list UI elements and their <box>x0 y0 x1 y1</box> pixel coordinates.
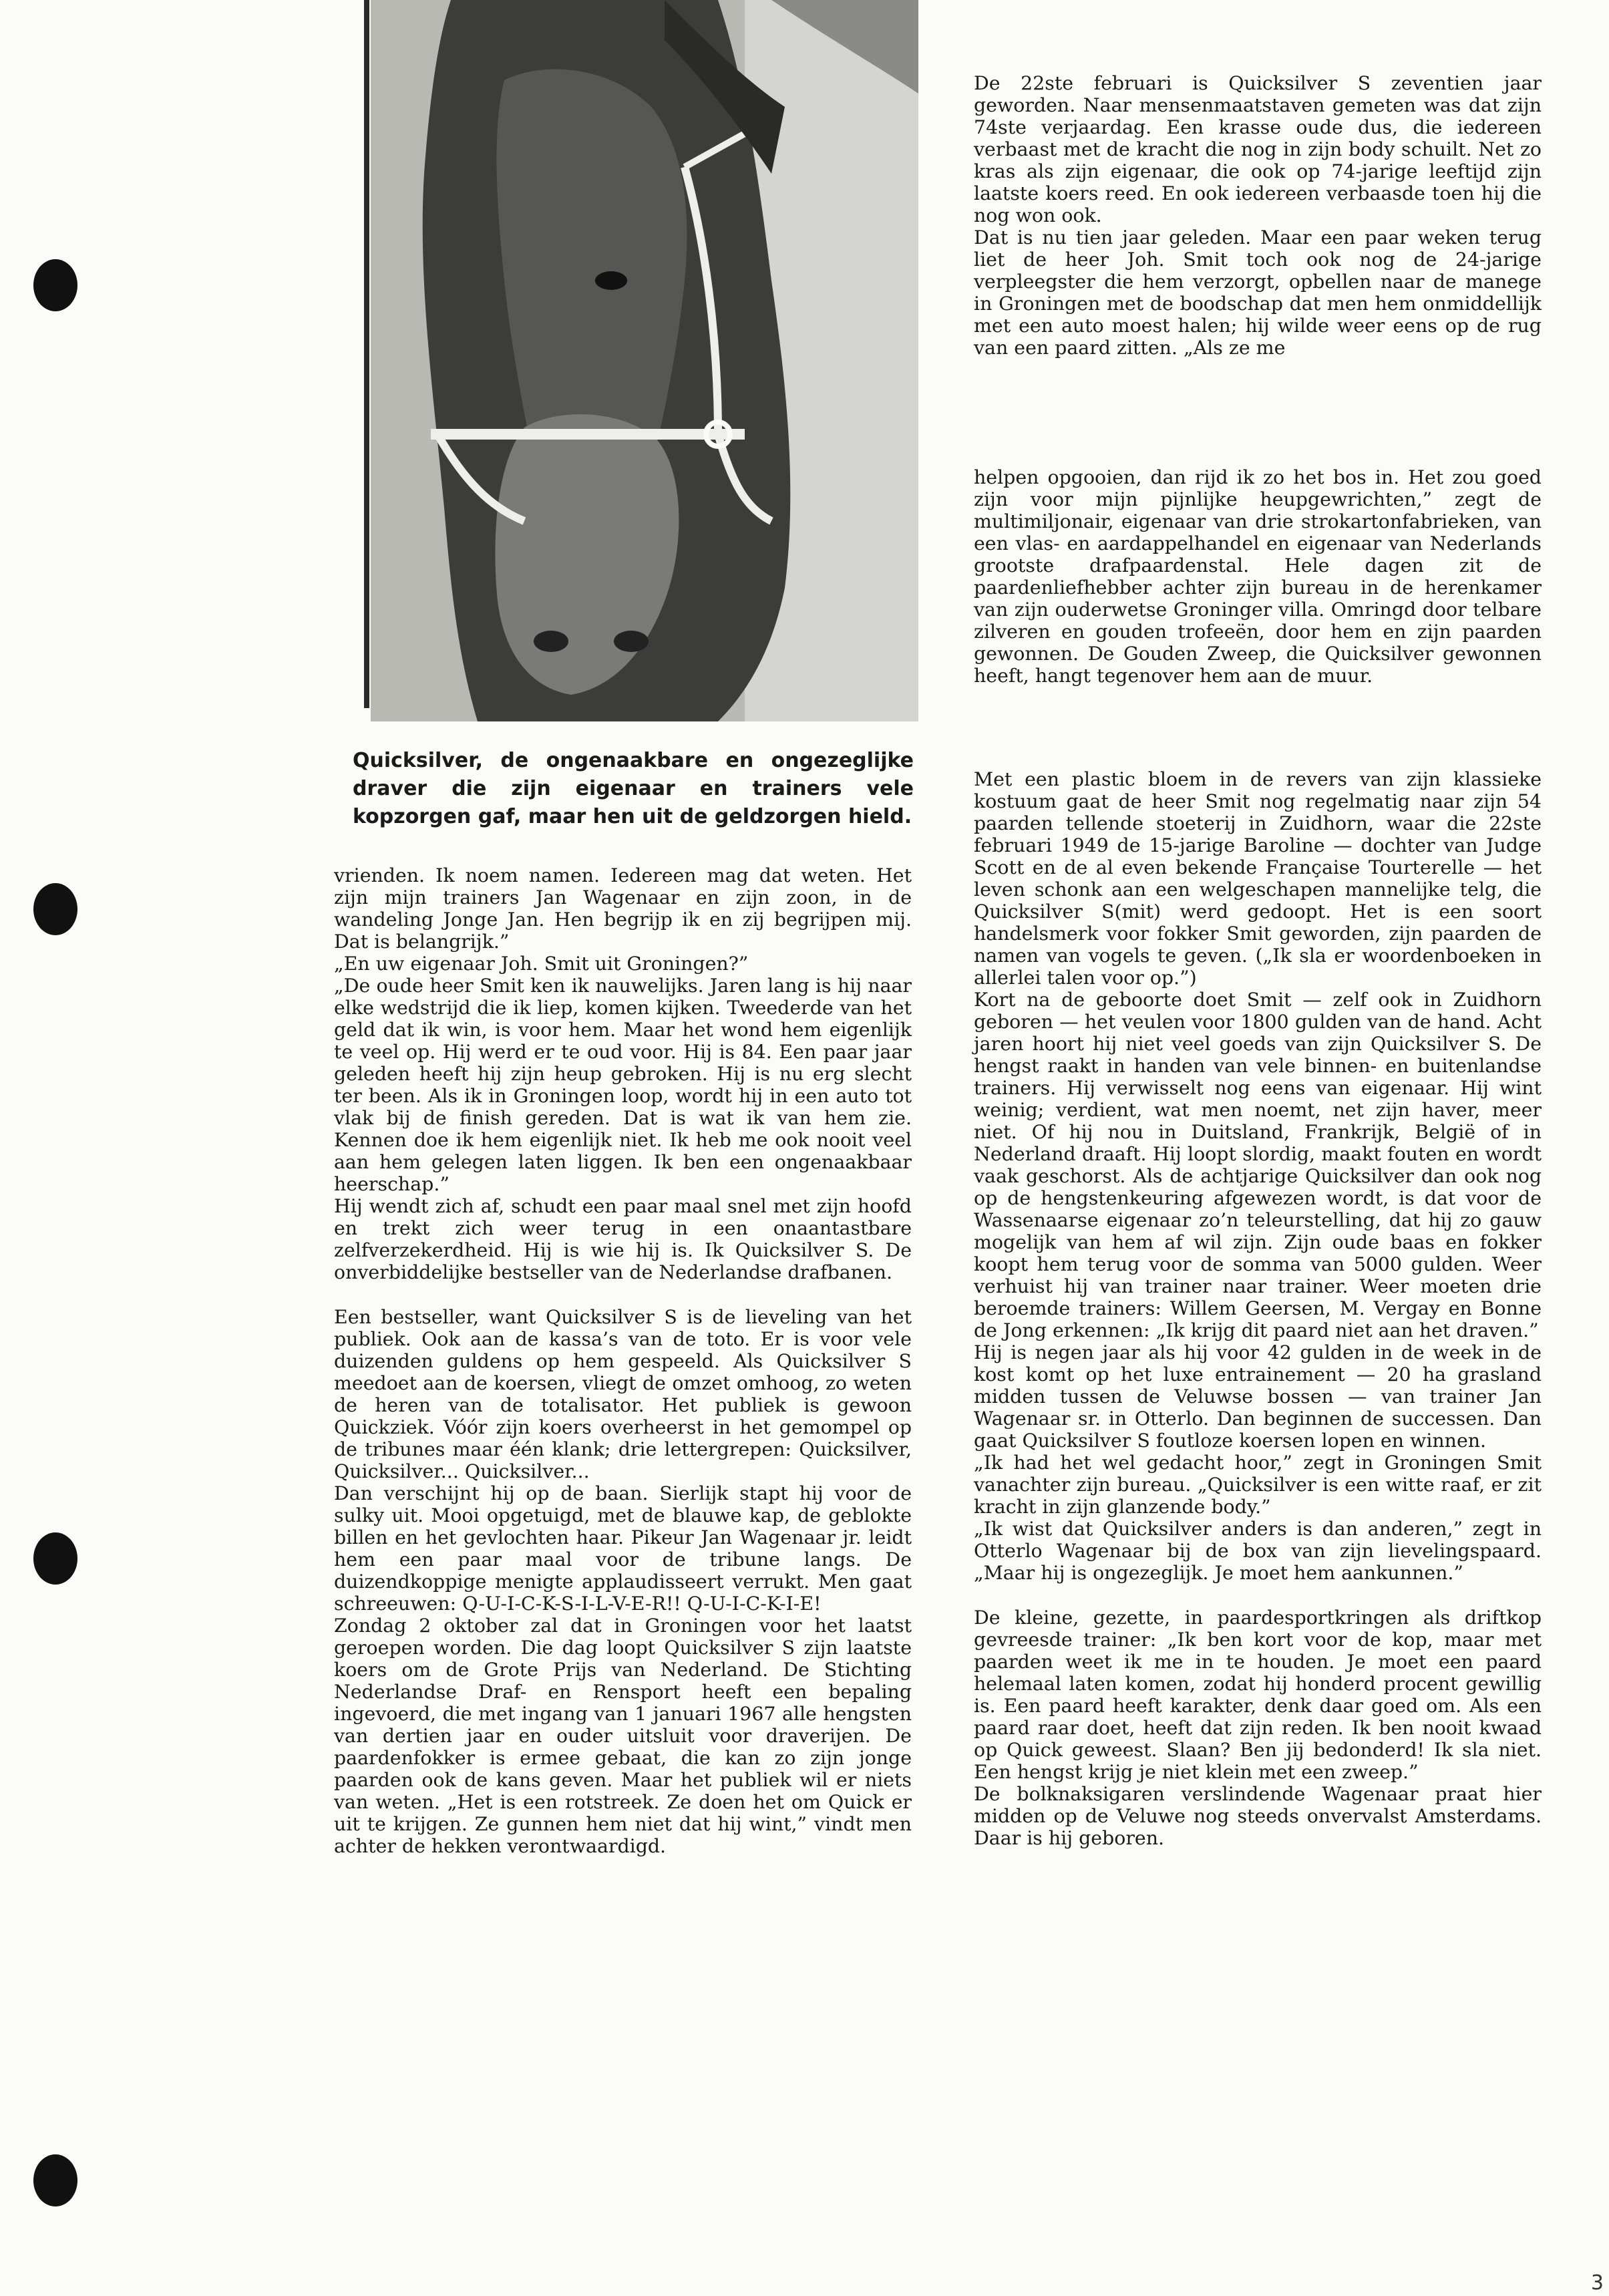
punch-hole-2 <box>33 883 77 935</box>
punch-hole-3 <box>33 1532 77 1585</box>
paragraph: Hij wendt zich af, schudt een paar maal snel met zijn hoofd en trekt zich weer terug in een onaantastbare zelfverzekerdheid. Hij is wie hij is. Ik Quicksilver S. De onverbiddelijke bestseller van de Nederlandse drafbanen. <box>334 1195 912 1283</box>
paragraph: „De oude heer Smit ken ik nauwelijks. Jaren lang is hij naar elke wedstrijd die ik liep, komen kijken. Tweederde van het geld dat ik win, is voor hem. Maar het wond hem eigenlijk te veel op. Hij werd er te oud voor. Hij is 84. Een paar jaar geleden heeft hij zijn heup gebroken. Hij is nu erg slecht ter been. Als ik in Groningen loop, wordt hij in een auto tot vlak bij de finish gereden. Dat is wat ik van hem zie. Kennen doe ik hem eigenlijk niet. Ik heb me ook nooit veel aan hem gelegen laten liggen. Ik ben een ongenaakbaar heerschap.” <box>334 975 912 1195</box>
article-column-right-bottom <box>974 768 1542 1849</box>
paragraph: Dan verschijnt hij op de baan. Sierlijk stapt hij voor de sulky uit. Mooi opgetuigd, met de blauwe kap, de geblokte billen en het gevlochten haar. Pikeur Jan Wagenaar jr. leidt hem een paar maal voor de tribune langs. De duizendkoppige menigte applaudisseert verrukt. Men gaat schreeuwen: Q-U-I-C-K-S-I-L-V-E-R!! Q-U-I-C-K-I-E! <box>334 1482 912 1615</box>
punch-hole-1 <box>33 259 77 311</box>
photo-frame-line <box>364 0 369 708</box>
paragraph: Zondag 2 oktober zal dat in Groningen voor het laatst geroepen worden. Die dag loopt Quicksilver S zijn laatste koers om de Grote Prijs van Nederland. De Stichting Nederlandse Draf- en Rensport heeft een bepaling ingevoerd, die met ingang van 1 januari 1967 alle hengsten van dertien jaar en ouder uitsluit voor draverijen. De paardenfokker is ermee gebaat, die kan zo zijn jonge paarden ook de kans geven. Maar het publiek wil er niets van weten. „Het is een rotstreek. Ze doen het om Quick er uit te krijgen. Ze gunnen hem niet dat hij wint,” vindt men achter de hekken verontwaardigd. <box>334 1615 912 1857</box>
paragraph: „Ik had het wel gedacht hoor,” zegt in Groningen Smit vanachter zijn bureau. „Quicksilver is een witte raaf, er zit kracht in zijn glanzende body.” <box>974 1452 1542 1518</box>
article-column-right-top <box>974 72 1542 359</box>
paragraph: Een bestseller, want Quicksilver S is de lieveling van het publiek. Ook aan de kassa’s van de toto. Er is voor vele duizenden guldens op hem gespeeld. Als Quicksilver S meedoet aan de koersen, vliegt de omzet omhoog, zo weten de heren van de totalisator. Het publiek is gewoon Quickziek. Vóór zijn koers overheerst in het gemompel op de tribunes maar één klank; drie lettergrepen: Quicksilver, Quicksilver... Quicksilver... <box>334 1306 912 1482</box>
article-column-right-middle <box>974 466 1542 687</box>
paragraph: helpen opgooien, dan rijd ik zo het bos in. Het zou goed zijn voor mijn pijnlijke heupgewrichten,” zegt de multimiljonair, eigenaar van drie strokartonfabrieken, van een vlas- en aardappelhandel en eigenaar van Nederlands grootste drafpaardenstal. Hele dagen zit de paardenliefhebber achter zijn bureau in de herenkamer van zijn ouderwetse Groninger villa. Omringd door telbare zilveren en gouden trofeeën, door hem en zijn paarden gewonnen. De Gouden Zweep, die Quicksilver gewonnen heeft, hangt tegenover hem aan de muur. <box>974 466 1542 687</box>
paragraph: Met een plastic bloem in de revers van zijn klassieke kostuum gaat de heer Smit nog regelmatig naar zijn 54 paarden tellende stoeterij in Zuidhorn, waar die 22ste februari 1949 de 15-jarige Baroline — dochter van Judge Scott en de al even bekende Française Tourterelle — het leven schonk aan een welgeschapen mannelijke telg, die Quicksilver S(mit) werd gedoopt. Het is een soort handelsmerk voor fokker Smit geworden, zijn paarden de namen van vogels te geven. („Ik sla er woordenboeken in allerlei talen voor op.”) <box>974 768 1542 989</box>
paragraph: Dat is nu tien jaar geleden. Maar een paar weken terug liet de heer Joh. Smit toch ook nog de 24-jarige verpleegster die hem verzorgt, opbellen naar de manege in Groningen met de boodschap dat men hem onmiddellijk met een auto moest halen; hij wilde weer eens op de rug van een paard zitten. „Als ze me <box>974 226 1542 359</box>
paragraph: vrienden. Ik noem namen. Iedereen mag dat weten. Het zijn mijn trainers Jan Wagenaar en zijn zoon, in de wandeling Jonge Jan. Hen begrijp ik en zij begrijpen mij. Dat is belangrijk.” <box>334 864 912 953</box>
horse-photo <box>371 0 918 721</box>
article-column-left <box>334 864 912 1857</box>
paragraph: De 22ste februari is Quicksilver S zeventien jaar geworden. Naar mensenmaatstaven gemeten was dat zijn 74ste verjaardag. Een krasse oude dus, die iedereen verbaast met de kracht die nog in zijn body schuilt. Net zo kras als zijn eigenaar, die ook op 74-jarige leeftijd zijn laatste koers reed. En ook iedereen verbaasde toen hij die nog won ook. <box>974 72 1542 226</box>
punch-hole-4 <box>33 2154 77 2206</box>
paragraph: Kort na de geboorte doet Smit — zelf ook in Zuidhorn geboren — het veulen voor 1800 gulden van de hand. Acht jaren hoort hij niet veel goeds van zijn Quicksilver S. De hengst raakt in handen van vele binnen- en buitenlandse trainers. Hij verwisselt nog eens van eigenaar. Hij wint weinig; verdient, wat men noemt, net zijn haver, meer niet. Of hij nou in Duitsland, Frankrijk, België of in Nederland draaft. Hij loopt slordig, maakt fouten en wordt vaak geschorst. Als de achtjarige Quicksilver dan ook nog op de hengstenkeuring afgewezen wordt, is dat voor de Wassenaarse eigenaar zo’n teleurstelling, dat hij zo gauw mogelijk van hem af wil zijn. Zijn oude baas en fokker koopt hem terug voor de somma van 5000 gulden. Weer verhuist hij van trainer naar trainer. Weer moeten drie beroemde trainers: Willem Geersen, M. Vergay en Bonne de Jong erkennen: „Ik krijg dit paard niet aan het draven.” <box>974 989 1542 1341</box>
page-number: 3 <box>1590 2271 1604 2295</box>
photo-caption: Quicksilver, de ongenaakbare en ongezeglijke draver die zijn eigenaar en trainers vele kopzorgen gaf, maar hen uit de geldzorgen hield. <box>353 749 914 828</box>
paragraph: „En uw eigenaar Joh. Smit uit Groningen?” <box>334 953 749 975</box>
paragraph: De kleine, gezette, in paardesportkringen als driftkop gevreesde trainer: „Ik ben kort voor de kop, maar met paarden weet ik me in te houden. Je moet een paard helemaal laten komen, zodat hij honderd procent gewillig is. Een paard heeft karakter, denk daar goed om. Als een paard raar doet, heeft dat zijn reden. Ik ben nooit kwaad op Quick geweest. Slaan? Ben jij bedonderd! Ik sla niet. Een hengst krijg je niet klein met een zweep.” <box>974 1607 1542 1783</box>
paragraph: Hij is negen jaar als hij voor 42 gulden in de week in de kost komt op het luxe entrainement — 20 ha grasland midden tussen de Veluwse bossen — van trainer Jan Wagenaar sr. in Otterlo. Dan beginnen de successen. Dan gaat Quicksilver S foutloze koersen lopen en winnen. <box>974 1341 1542 1452</box>
paragraph: „Ik wist dat Quicksilver anders is dan anderen,” zegt in Otterlo Wagenaar bij de box van zijn lievelingspaard. „Maar hij is ongezeglijk. Je moet hem aankunnen.” <box>974 1518 1542 1584</box>
paragraph: De bolknaksigaren verslindende Wagenaar praat hier midden op de Veluwe nog steeds onvervalst Amsterdams. Daar is hij geboren. <box>974 1783 1542 1849</box>
